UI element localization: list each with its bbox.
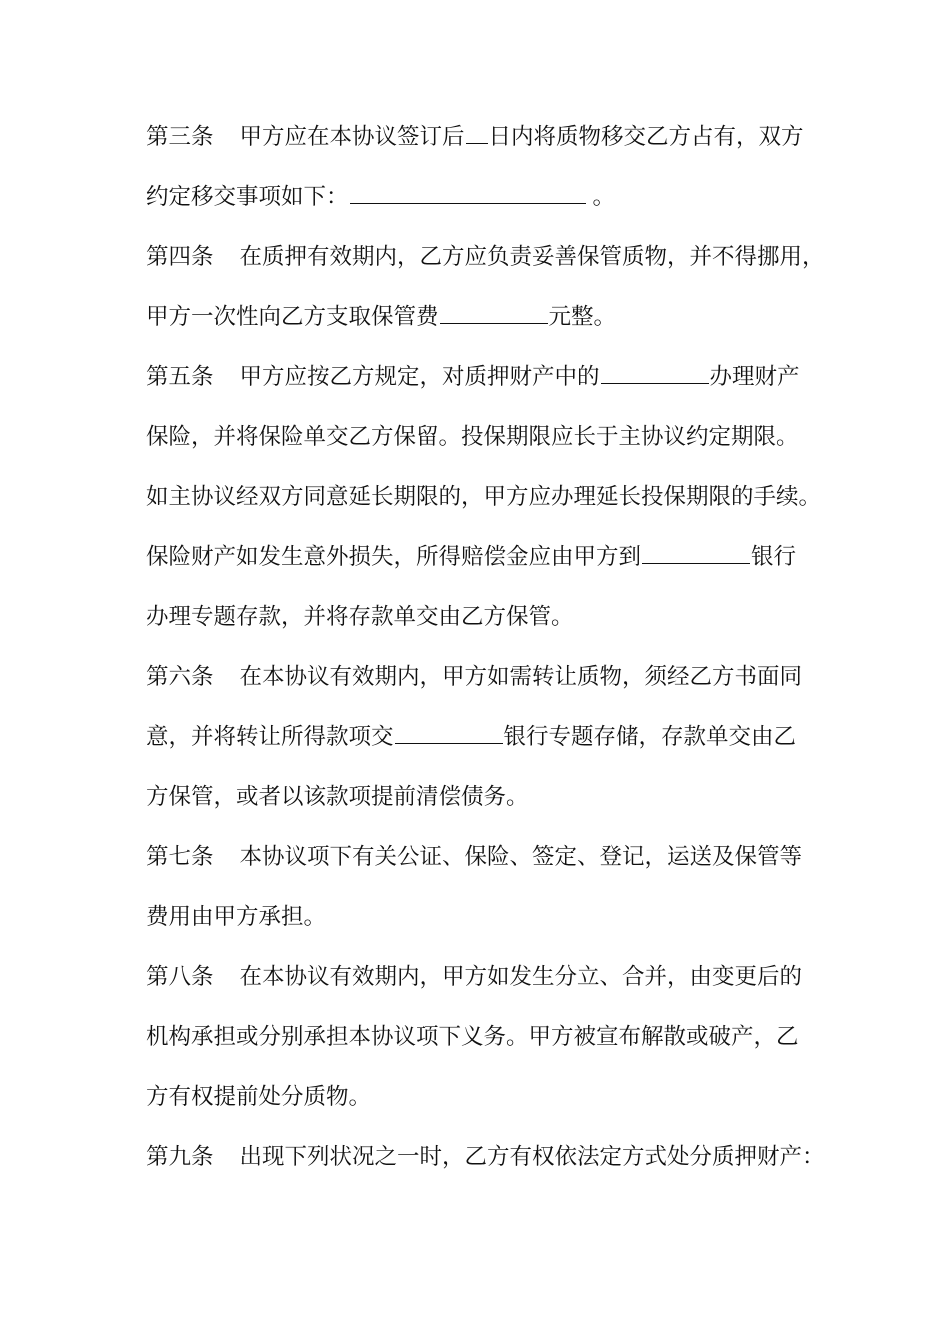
text-line [146,662,802,692]
line-text: 如主协议经双方同意延长期限的，甲方应办理延长投保期限的手续。 [146,484,822,510]
text-line [146,182,615,212]
text-line [146,122,804,152]
line-text: 方有权提前处分质物。 [146,1084,372,1110]
article-label: 第八条 [146,964,214,990]
line-text: 费用由甲方承担。 [146,904,327,930]
text-line [146,1142,825,1172]
text-line [146,542,796,572]
article-label: 第四条 [146,244,214,270]
line-text: 意，并将转让所得款项交 [146,724,394,750]
line-text: 在本协议有效期内，甲方如需转让质物，须经乙方书面同 [239,664,803,690]
fill-in-blank [350,183,586,204]
text-line [146,482,821,512]
article-label: 第六条 [146,664,214,690]
line-text: 出现下列状况之一时，乙方有权依法定方式处分质押财产： [239,1144,825,1170]
line-text: 本协议项下有关公证、保险、签定、登记，运送及保管等 [239,844,803,870]
line-text: 办理专题存款，并将存款单交由乙方保管。 [146,604,574,630]
line-text: 甲方一次性向乙方支取保管费 [146,304,439,330]
fill-in-blank [466,123,488,144]
line-text: 元整。 [548,304,617,330]
text-line [146,1022,799,1052]
fill-in-blank [601,363,709,384]
line-text: 银行 [751,544,797,570]
line-text: 在本协议有效期内，甲方如发生分立、合并，由变更后的 [239,964,803,990]
line-text: 银行专题存储，存款单交由乙 [503,724,797,750]
text-line [146,362,800,392]
line-text: 甲方应在本协议签订后 [239,124,465,150]
text-line [146,602,574,632]
line-text: 日内将质物移交乙方占有，双方 [488,124,804,150]
text-line [146,302,616,332]
text-line [146,902,326,932]
line-text: 机构承担或分别承担本协议项下义务。甲方被宣布解散或破产，乙 [146,1024,799,1050]
line-text: 甲方应按乙方规定，对质押财产中的 [239,364,600,390]
article-label: 第七条 [146,844,214,870]
line-text: 保险，并将保险单交乙方保留。投保期限应长于主协议约定期限。 [146,424,799,450]
text-line [146,422,799,452]
text-line [146,842,802,872]
text-line [146,782,529,812]
text-line [146,962,802,992]
text-line [146,1082,371,1112]
line-text: 在质押有效期内，乙方应负责妥善保管质物，并不得挪用， [239,244,825,270]
line-text: 方保管，或者以该款项提前清偿债务。 [146,784,529,810]
text-line [146,722,796,752]
line-text: 保险财产如发生意外损失，所得赔偿金应由甲方到 [146,544,642,570]
article-label: 第九条 [146,1144,214,1170]
article-label: 第三条 [146,124,214,150]
article-label: 第五条 [146,364,214,390]
fill-in-blank [395,723,503,744]
fill-in-blank [440,303,548,324]
line-text: 约定移交事项如下： [146,184,349,210]
text-line [146,242,825,272]
line-text: 办理财产 [709,364,800,390]
line-text: 。 [592,184,616,210]
fill-in-blank [642,543,750,564]
